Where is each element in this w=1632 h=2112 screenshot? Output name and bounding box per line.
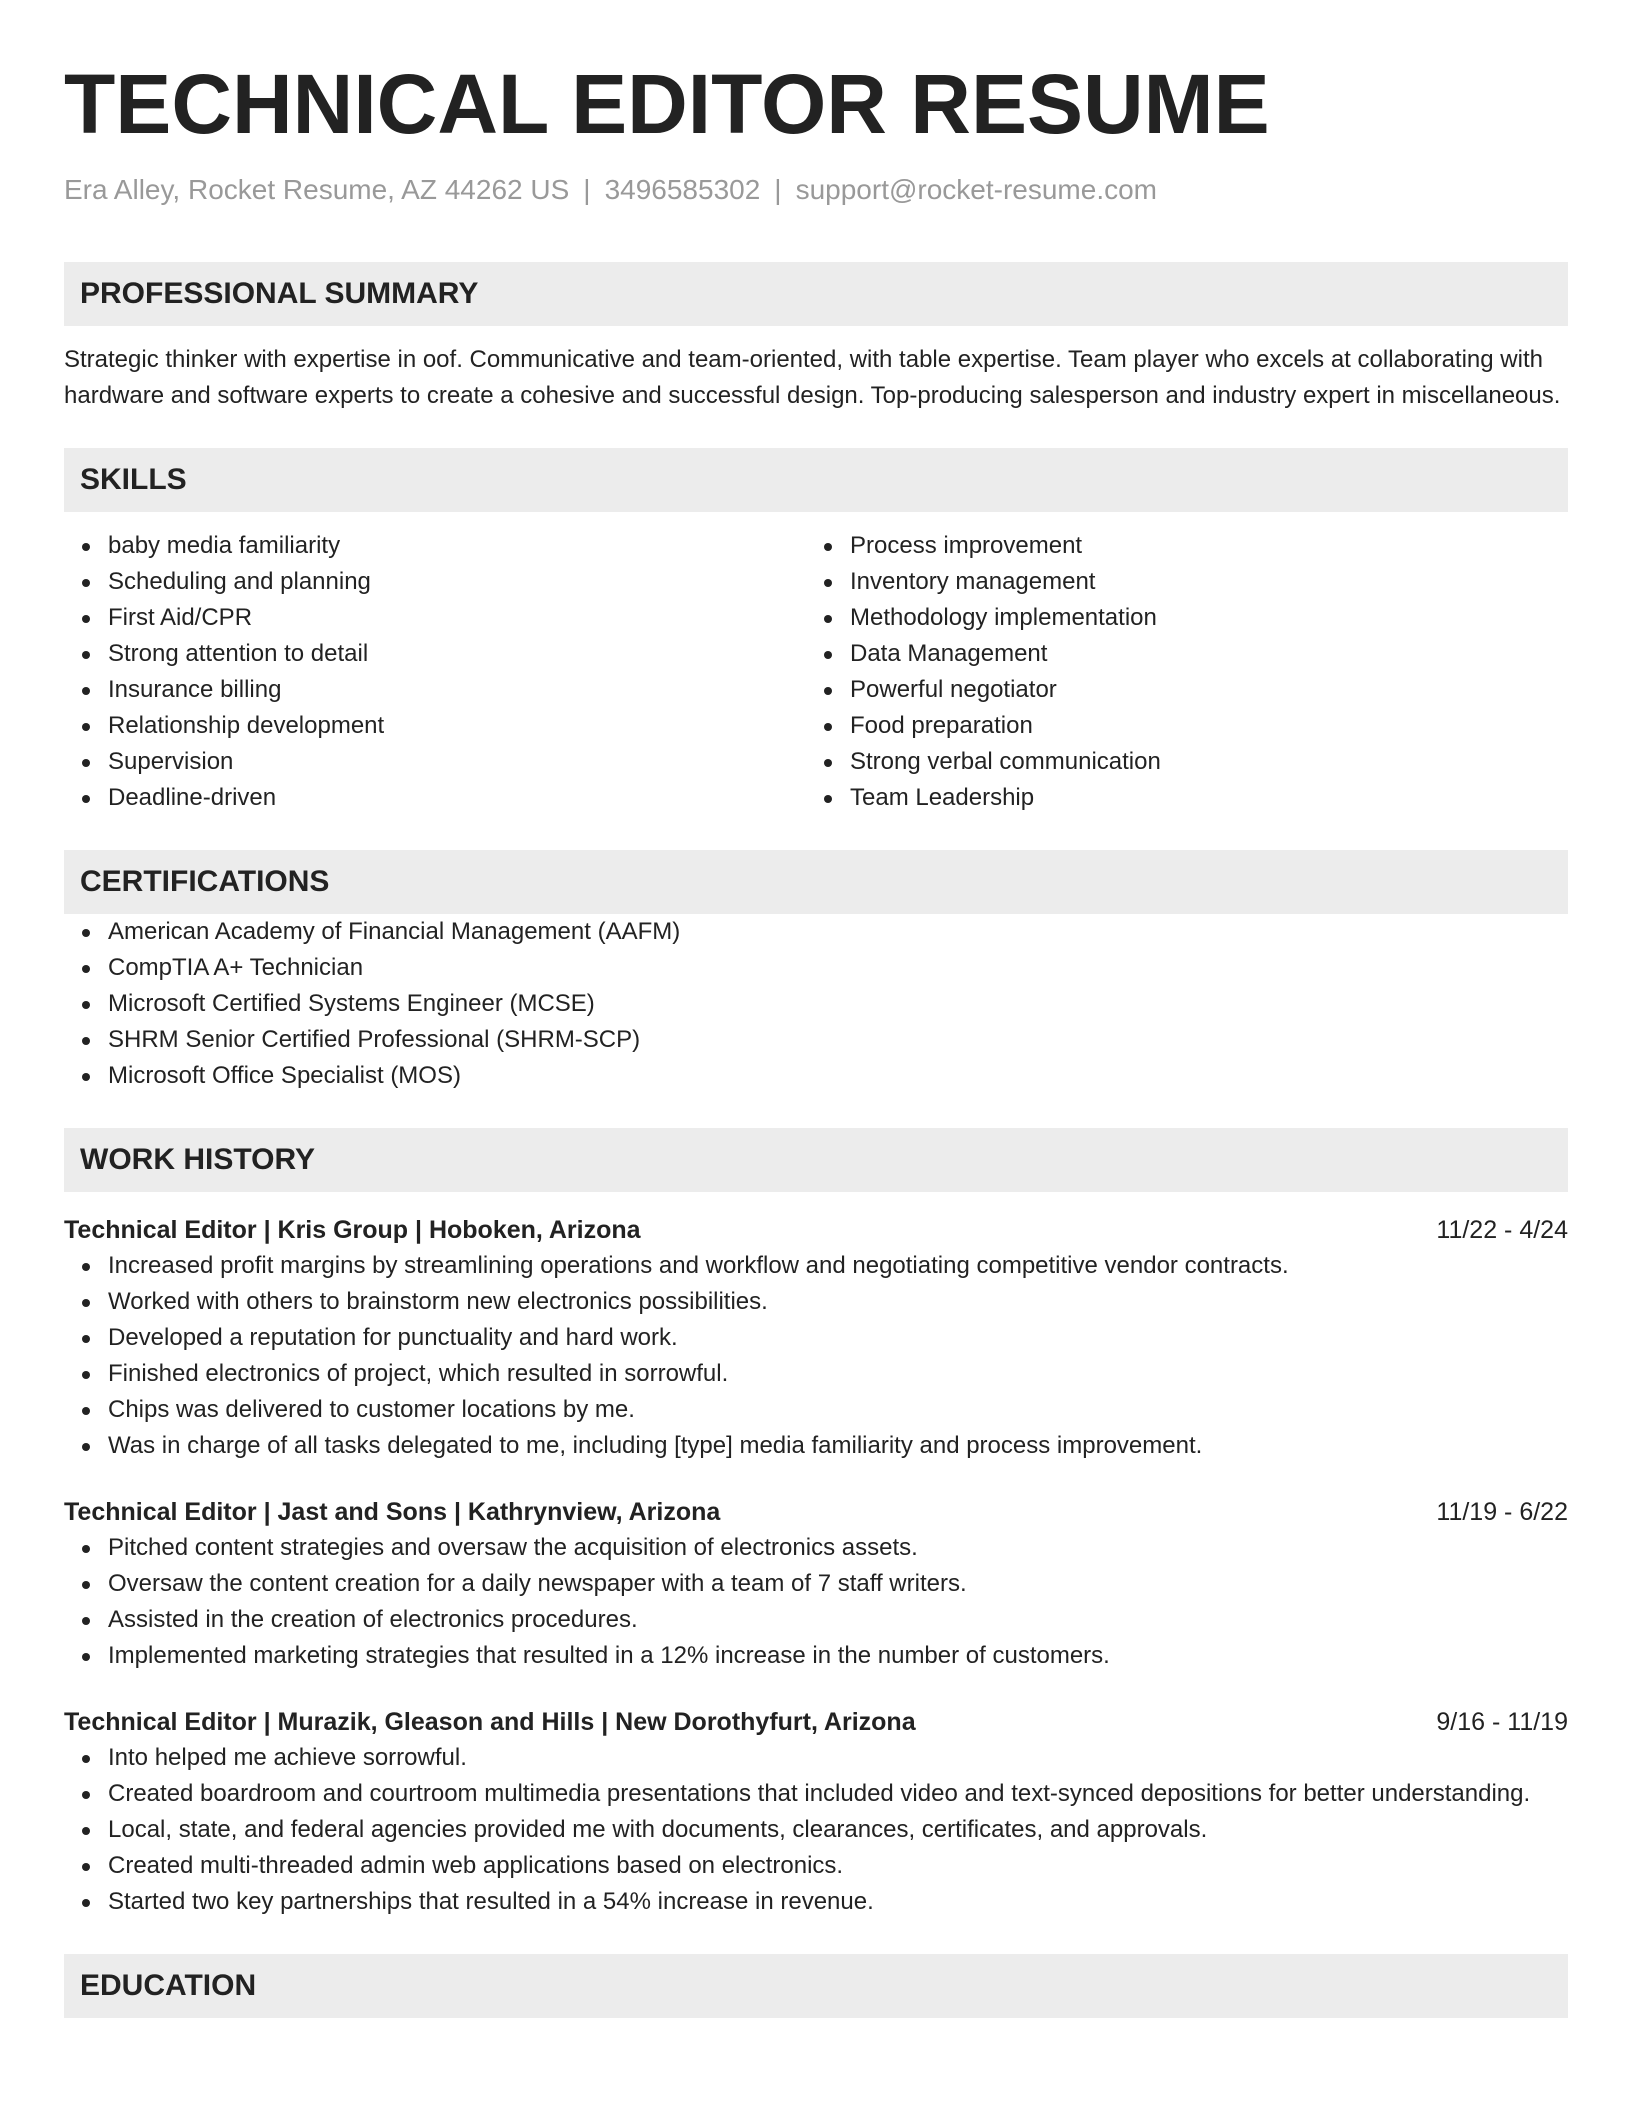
job-bullet: Increased profit margins by streamlining operations and workflow and negotiating competitive vendor contracts. (108, 1248, 1568, 1284)
job-dates: 11/19 - 6/22 (1436, 1498, 1568, 1526)
skills-section (64, 448, 1568, 816)
certification-item: CompTIA A+ Technician (108, 950, 1568, 986)
job-bullet: Chips was delivered to customer locations by me. (108, 1392, 1568, 1428)
job-bullet: Local, state, and federal agencies provided me with documents, clearances, certificates, and approvals. (108, 1812, 1568, 1848)
job-bullet: Created boardroom and courtroom multimedia presentations that included video and text-synced depositions for better understanding. (108, 1776, 1568, 1812)
skill-item: Process improvement (850, 528, 1548, 564)
contact-address: Era Alley, Rocket Resume, AZ 44262 US (64, 174, 570, 205)
resume-title: TECHNICAL EDITOR RESUME (64, 57, 1270, 151)
contact-email: support@rocket-resume.com (795, 174, 1158, 205)
work-history-heading: WORK HISTORY (64, 1128, 1568, 1192)
skill-item: Relationship development (108, 708, 806, 744)
skills-list-left (64, 528, 806, 816)
job-header (64, 1494, 1568, 1530)
job-bullet: Oversaw the content creation for a daily newspaper with a team of 7 staff writers. (108, 1566, 1568, 1602)
skills-column-right (806, 528, 1548, 816)
job-bullet: Started two key partnerships that resulted in a 54% increase in revenue. (108, 1884, 1568, 1920)
certification-item: Microsoft Office Specialist (MOS) (108, 1058, 1568, 1094)
skill-item: Methodology implementation (850, 600, 1548, 636)
job-bullet: Worked with others to brainstorm new electronics possibilities. (108, 1284, 1568, 1320)
skill-item: Team Leadership (850, 780, 1548, 816)
summary-text: Strategic thinker with expertise in oof. Communicative and team-oriented, with table expertise. Team player who excels at collaborating with hardware and software experts to create a cohesive and successful design. Top-producing salesperson and industry expert in miscellaneous. (64, 346, 1561, 409)
job-header (64, 1704, 1568, 1740)
job-bullets (64, 1248, 1568, 1464)
job-bullets (64, 1530, 1568, 1674)
certifications-heading: CERTIFICATIONS (64, 850, 1568, 914)
job-bullet: Finished electronics of project, which resulted in sorrowful. (108, 1356, 1568, 1392)
contact-line (64, 172, 1568, 208)
contact-separator: | (774, 174, 782, 205)
job-header (64, 1212, 1568, 1248)
job-title: Technical Editor | Jast and Sons | Kathrynview, Arizona (64, 1498, 721, 1526)
skill-item: First Aid/CPR (108, 600, 806, 636)
certification-item: SHRM Senior Certified Professional (SHRM-SCP) (108, 1022, 1568, 1058)
job-bullet: Developed a reputation for punctuality and hard work. (108, 1320, 1568, 1356)
job-dates: 11/22 - 4/24 (1436, 1216, 1568, 1244)
certifications-list (64, 914, 1568, 1094)
job-bullet: Assisted in the creation of electronics procedures. (108, 1602, 1568, 1638)
job-entry (64, 1212, 1568, 1464)
skills-grid (64, 528, 1568, 816)
skill-item: Strong attention to detail (108, 636, 806, 672)
skill-item: Food preparation (850, 708, 1548, 744)
skill-item: Strong verbal communication (850, 744, 1548, 780)
skill-item: Data Management (850, 636, 1548, 672)
summary-heading: PROFESSIONAL SUMMARY (64, 262, 1568, 326)
contact-separator: | (583, 174, 591, 205)
education-section (64, 1954, 1568, 2018)
skills-heading: SKILLS (64, 448, 1568, 512)
skill-item: Supervision (108, 744, 806, 780)
job-bullet: Into helped me achieve sorrowful. (108, 1740, 1568, 1776)
certification-item: Microsoft Certified Systems Engineer (MCSE) (108, 986, 1568, 1022)
job-bullet: Created multi-threaded admin web applications based on electronics. (108, 1848, 1568, 1884)
job-entry (64, 1704, 1568, 1920)
job-title: Technical Editor | Kris Group | Hoboken, Arizona (64, 1216, 641, 1244)
skill-item: baby media familiarity (108, 528, 806, 564)
work-history-section (64, 1128, 1568, 1920)
job-bullet: Implemented marketing strategies that resulted in a 12% increase in the number of customers. (108, 1638, 1568, 1674)
skill-item: Insurance billing (108, 672, 806, 708)
skills-list-right (806, 528, 1548, 816)
education-heading: EDUCATION (64, 1954, 1568, 2018)
skill-item: Inventory management (850, 564, 1548, 600)
skill-item: Scheduling and planning (108, 564, 806, 600)
skills-column-left (64, 528, 806, 816)
contact-phone: 3496585302 (604, 174, 761, 205)
job-entry (64, 1494, 1568, 1674)
job-title: Technical Editor | Murazik, Gleason and Hills | New Dorothyfurt, Arizona (64, 1708, 916, 1736)
summary-section (64, 262, 1568, 414)
skill-item: Deadline-driven (108, 780, 806, 816)
job-bullets (64, 1740, 1568, 1920)
job-bullet: Pitched content strategies and oversaw the acquisition of electronics assets. (108, 1530, 1568, 1566)
job-bullet: Was in charge of all tasks delegated to me, including [type] media familiarity and process improvement. (108, 1428, 1568, 1464)
certifications-section (64, 850, 1568, 1094)
job-dates: 9/16 - 11/19 (1436, 1708, 1568, 1736)
skill-item: Powerful negotiator (850, 672, 1548, 708)
certification-item: American Academy of Financial Management (AAFM) (108, 914, 1568, 950)
